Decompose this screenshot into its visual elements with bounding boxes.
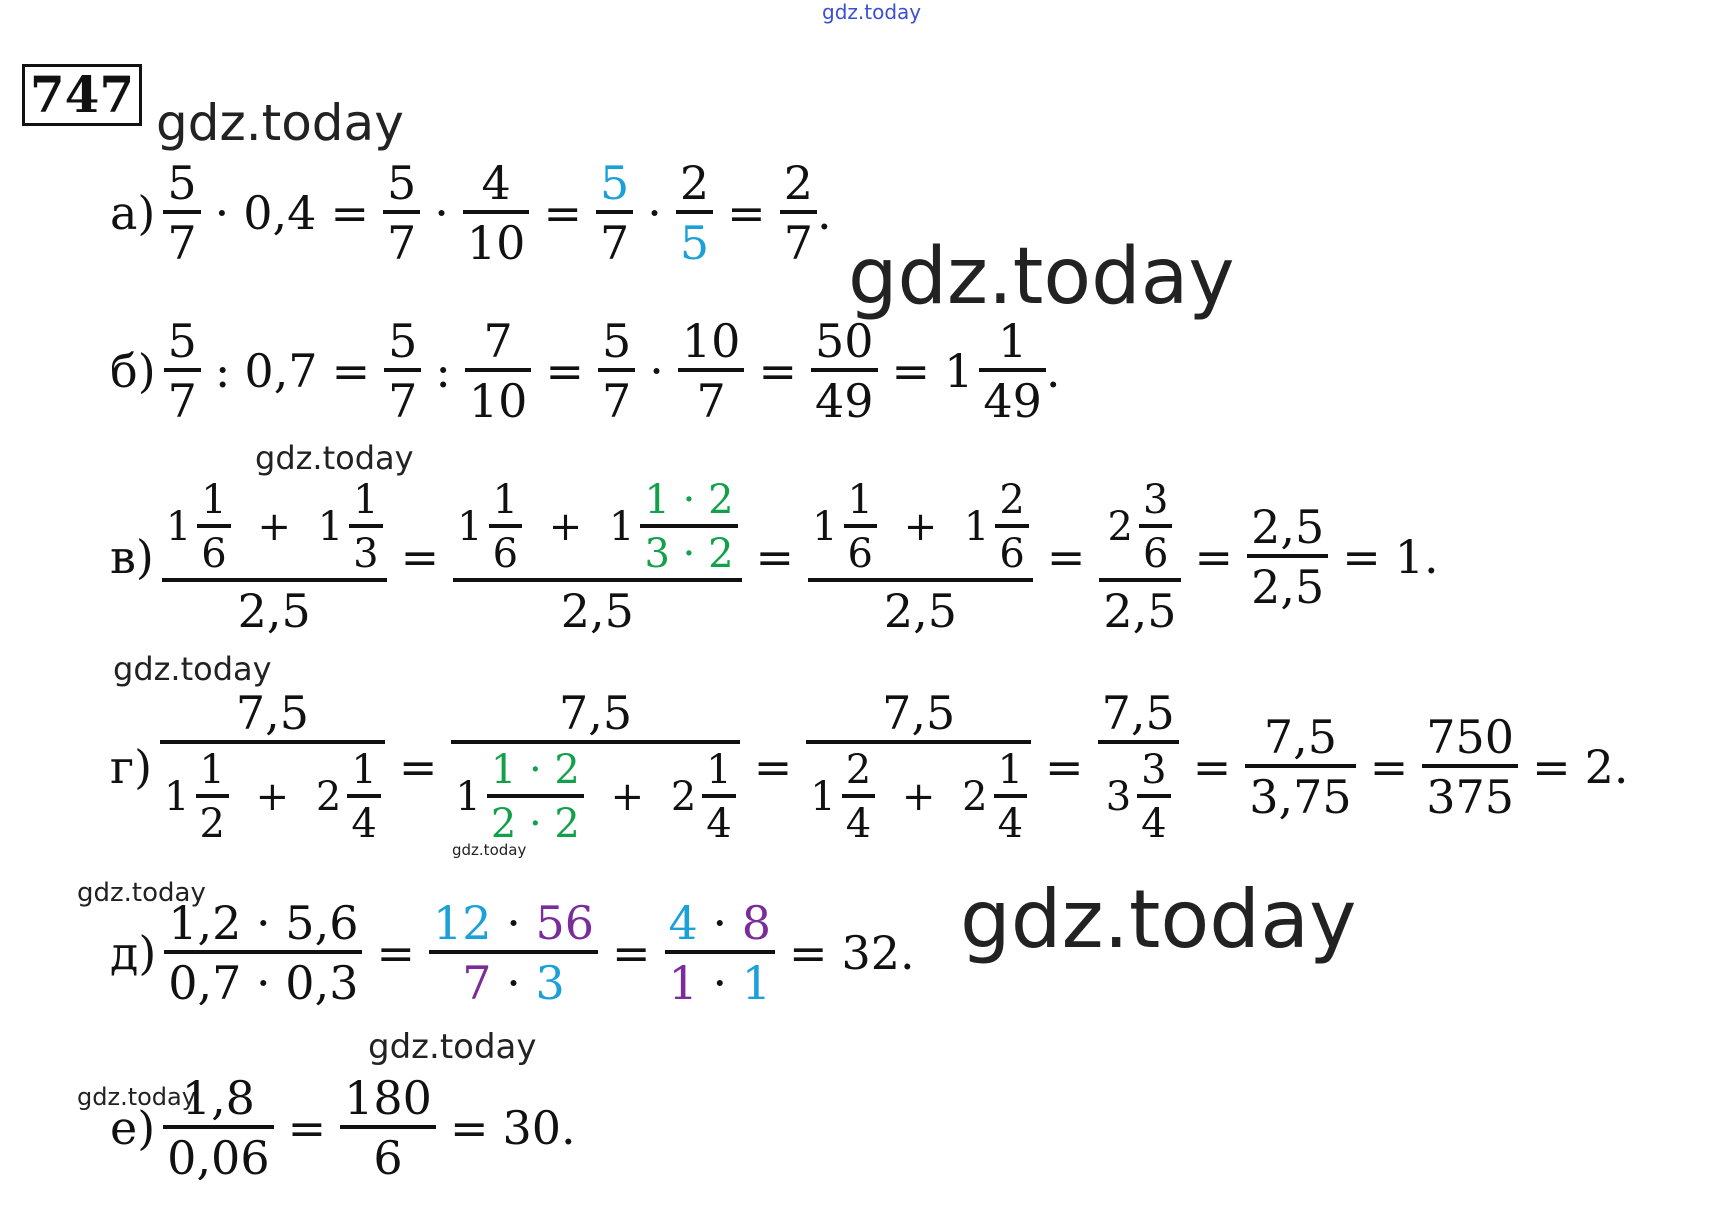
fraction: $\frac{5}{7}$ xyxy=(598,318,635,424)
operator: = xyxy=(755,530,795,584)
mixed-number: 1 $\frac{1}{49}$ xyxy=(944,318,1046,424)
label-g: г) xyxy=(110,740,153,794)
watermark: gdz.today xyxy=(77,878,206,908)
result: 1. xyxy=(1394,530,1439,584)
operator: : xyxy=(214,344,231,398)
watermark: gdz.today xyxy=(848,232,1235,322)
operator: = xyxy=(330,186,369,240)
operator: = xyxy=(376,926,416,980)
complex-fraction: 7,5 1 $\frac{1}{2}$ + 2 $\frac{1}{4}$ xyxy=(160,690,385,844)
fraction: $\frac{2,5}{2,5}$ xyxy=(1247,504,1328,610)
fraction: $\frac{1,8}{0,06}$ xyxy=(163,1075,273,1181)
operator: : xyxy=(435,344,451,398)
problem-number: 747 xyxy=(22,64,142,126)
complex-fraction: 1 $\frac{1}{6}$ + 1 $\frac{2}{6}$ 2,5 xyxy=(808,480,1033,634)
label-a: а) xyxy=(110,186,156,240)
fraction: $\frac{750}{375}$ xyxy=(1422,714,1518,820)
complex-fraction: 1 $\frac{1}{6}$ + 1 $\frac{1}{3}$ 2,5 xyxy=(162,480,387,634)
line-d xyxy=(110,896,915,1010)
line-v xyxy=(110,477,1439,638)
line-a: а) $\frac{5}{7}$ · 0,4 = $\frac{5}{7}$ · $\frac{4}{10}$ = $\frac{5}{7}$ · $\frac{2}{5}$ = $\frac{2}{7}$ . xyxy=(110,156,832,270)
operator: = xyxy=(1342,530,1381,584)
fraction: $\frac{5}{7}$ xyxy=(384,318,421,424)
operator: = xyxy=(758,344,797,398)
operator: = xyxy=(1045,740,1084,794)
watermark-top: gdz.today xyxy=(822,0,922,24)
complex-fraction: 7,5 1 $\frac{1 \cdot 2}{2 \cdot 2}$ + 2 $\frac{1}{4}$ xyxy=(451,690,739,844)
operator: = xyxy=(1194,530,1234,584)
fraction: $\frac{5}{7}$ xyxy=(596,160,633,266)
fraction: $\frac{5}{7}$ xyxy=(164,318,201,424)
result: 32. xyxy=(841,926,915,980)
line-b: б) $\frac{5}{7}$ : 0,7 = $\frac{5}{7}$ : $\frac{7}{10}$ = $\frac{5}{7}$ · $\frac{10}{7}$ = $\frac{50}{49}$ = 1 $\frac{1}{49}$ . xyxy=(110,314,1061,428)
operator: = xyxy=(611,926,651,980)
decimal: 0,7 xyxy=(244,344,318,398)
complex-fraction: 2 $\frac{3}{6}$ 2,5 xyxy=(1099,480,1180,634)
result: 2. xyxy=(1584,740,1629,794)
operator: = xyxy=(788,926,828,980)
fraction: $\frac{50}{49}$ xyxy=(811,318,878,424)
operator: = xyxy=(449,1101,489,1155)
label-e: е) xyxy=(110,1101,156,1155)
fraction: $\frac{5}{7}$ xyxy=(383,160,420,266)
watermark: gdz.today xyxy=(960,873,1357,966)
complex-fraction: 7,5 3 $\frac{3}{4}$ xyxy=(1098,690,1179,844)
operator: = xyxy=(1192,740,1232,794)
watermark: gdz.today xyxy=(452,841,527,859)
complex-fraction: 1 $\frac{1}{6}$ + 1 $\frac{1 \cdot 2}{3 \cdot 2}$ 2,5 xyxy=(453,480,741,634)
label-b: б) xyxy=(110,344,156,398)
fraction: $\frac{4 \cdot 8}{1 \cdot 1}$ xyxy=(665,900,775,1006)
result: 30. xyxy=(502,1101,576,1155)
operator: = xyxy=(543,186,582,240)
fraction: $\frac{4}{10}$ xyxy=(463,160,530,266)
operator: = xyxy=(287,1101,327,1155)
line-g xyxy=(110,686,1629,847)
label-v: в) xyxy=(110,530,154,584)
operator: = xyxy=(398,740,438,794)
fraction: $\frac{1,2 \cdot 5,6}{0,7 \cdot 0,3}$ xyxy=(164,900,362,1006)
operator: = xyxy=(1046,530,1086,584)
operator: = xyxy=(891,344,931,398)
fraction: $\frac{7}{10}$ xyxy=(465,318,532,424)
operator: = xyxy=(1532,740,1571,794)
operator: · xyxy=(434,186,449,240)
label-d: д) xyxy=(110,926,157,980)
fraction: $\frac{2}{5}$ xyxy=(676,160,713,266)
operator: = xyxy=(753,740,793,794)
fraction: $\frac{7,5}{3,75}$ xyxy=(1245,714,1355,820)
operator: = xyxy=(1369,740,1409,794)
operator: · xyxy=(214,186,230,240)
decimal: 0,4 xyxy=(243,186,317,240)
fraction: $\frac{12 \cdot 56}{7 \cdot 3}$ xyxy=(429,900,598,1006)
fraction: $\frac{180}{6}$ xyxy=(340,1075,436,1181)
operator: = xyxy=(545,344,584,398)
watermark: gdz.today xyxy=(156,94,404,152)
operator: · xyxy=(649,344,664,398)
operator: = xyxy=(331,344,371,398)
fraction: $\frac{5}{7}$ xyxy=(163,160,200,266)
operator: = xyxy=(727,186,766,240)
watermark: gdz.today xyxy=(368,1027,537,1067)
watermark: gdz.today xyxy=(255,439,414,477)
fraction: $\frac{10}{7}$ xyxy=(678,318,745,424)
line-e xyxy=(110,1071,576,1185)
operator: = xyxy=(400,530,440,584)
watermark: gdz.today xyxy=(77,1083,196,1111)
operator: · xyxy=(647,186,662,240)
fraction: $\frac{2}{7}$ xyxy=(780,160,817,266)
complex-fraction: 7,5 1 $\frac{2}{4}$ + 2 $\frac{1}{4}$ xyxy=(806,690,1031,844)
watermark: gdz.today xyxy=(113,650,272,688)
